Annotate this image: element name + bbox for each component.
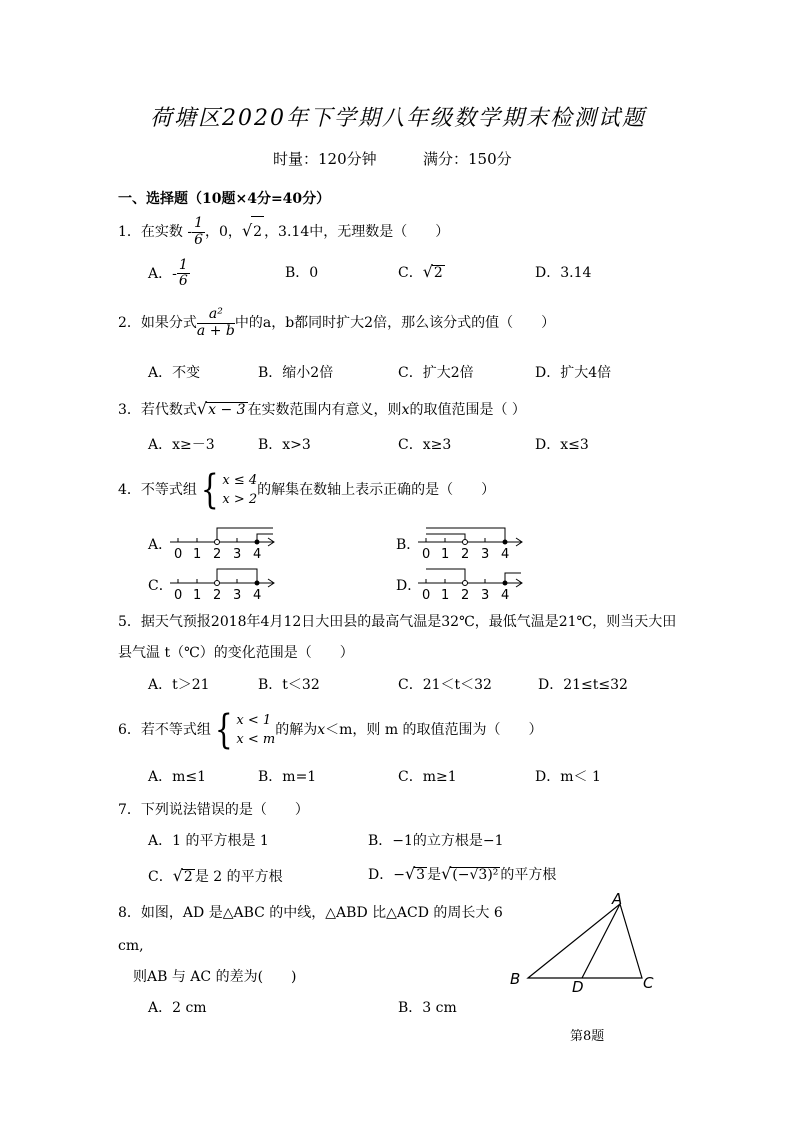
- q1-option-a[interactable]: A．- $\frac{1}{6}$: [148, 257, 188, 290]
- q4-option-c-label[interactable]: C．: [148, 578, 173, 594]
- question-5-line1: 5．据天气预报2018年4月12日大田县的最高气温是32℃，最低气温是21℃，则当天大田: [118, 614, 677, 630]
- tick-label: 3: [233, 588, 242, 603]
- tick-label: 1: [193, 547, 202, 562]
- tick-label: 4: [253, 547, 262, 562]
- q7-option-b[interactable]: B．−1的立方根是−1: [368, 833, 504, 849]
- q5-option-c[interactable]: C．21＜t＜32: [398, 677, 492, 693]
- q1-text: 1．在实数 -: [118, 224, 193, 240]
- tick-label: 4: [253, 588, 262, 603]
- q1-option-b[interactable]: B．0: [285, 265, 319, 281]
- tick-label: 4: [501, 588, 510, 603]
- tick-label: 2: [213, 588, 222, 603]
- vertex-label-c: C: [643, 974, 654, 992]
- q7-option-d[interactable]: D．−√3 是√(−√3)² 的平方根: [368, 864, 557, 883]
- exam-time: 时量：120分钟: [273, 150, 377, 168]
- q2-option-c[interactable]: C．扩大2倍: [398, 365, 474, 381]
- figure-caption: 第8题: [570, 1029, 605, 1044]
- tick-label: 2: [213, 547, 222, 562]
- q3-option-a[interactable]: A．x≥－3: [148, 437, 215, 453]
- question-3-stem: 3．若代数式√x − 3 在实数范围内有意义，则x的取值范围是（ ）: [118, 399, 526, 418]
- page-title: 荷塘区2020年下学期八年级数学期末检测试题: [150, 106, 646, 131]
- q4-option-d-label[interactable]: D．: [396, 578, 422, 594]
- q5-option-b[interactable]: B．t＜32: [258, 677, 320, 693]
- question-7-stem: 7．下列说法错误的是（ ）: [118, 802, 309, 818]
- question-5-line2: 县气温 t（℃）的变化范围是（ ）: [118, 645, 354, 661]
- q1-sqrt: 2: [251, 216, 264, 247]
- q1-text-mid: ，0，: [205, 224, 242, 240]
- q8-triangle-figure: [500, 890, 670, 1000]
- q4-numberline-d[interactable]: [416, 563, 526, 603]
- q4-option-b-label[interactable]: B．: [396, 537, 421, 553]
- q8-option-b[interactable]: B．3 cm: [398, 1000, 457, 1016]
- tick-label: 3: [481, 588, 490, 603]
- q3-option-b[interactable]: B．x>3: [258, 437, 311, 453]
- question-4-stem: 4．不等式组{ x ≤ 4 x > 2 的解集在数轴上表示正确的是（ ）: [118, 467, 496, 513]
- tick-label: 1: [441, 547, 450, 562]
- exam-score: 满分：150分: [423, 150, 512, 168]
- tick-label: 1: [193, 588, 202, 603]
- tick-label: 3: [233, 547, 242, 562]
- q2-fraction: $\frac{\text{a²}}{a + b}$: [196, 306, 235, 339]
- tick-label: 2: [461, 588, 470, 603]
- q2-option-d[interactable]: D．扩大4倍: [535, 365, 612, 381]
- tick-label: 0: [174, 547, 183, 562]
- tick-label: 4: [501, 547, 510, 562]
- q4-numberline-c[interactable]: [168, 563, 278, 603]
- q1-fraction: $\frac{1}{6}$: [194, 215, 204, 248]
- question-8-line1: 8．如图，AD 是△ABC 的中线，△ABD 比△ACD 的周长大 6: [118, 905, 503, 921]
- q3-option-c[interactable]: C．x≥3: [398, 437, 452, 453]
- q6-option-d[interactable]: D．m＜ 1: [535, 769, 601, 785]
- vertex-label-a: A: [612, 890, 623, 908]
- q5-option-a[interactable]: A．t＞21: [148, 677, 210, 693]
- q2-option-a[interactable]: A．不变: [148, 365, 201, 381]
- tick-label: 1: [441, 588, 450, 603]
- q1-text-post: ，3.14中，无理数是（ ）: [264, 224, 450, 240]
- q6-option-b[interactable]: B．m=1: [258, 769, 317, 785]
- q8-option-a[interactable]: A．2 cm: [148, 1000, 207, 1016]
- q7-option-c[interactable]: C．√2 是 2 的平方根: [148, 866, 283, 885]
- q7-option-a[interactable]: A．1 的平方根是 1: [148, 833, 269, 849]
- q4-option-a-label[interactable]: A．: [148, 537, 173, 553]
- question-1-stem: 1．在实数 - $\frac{1}{6}$ ，0，√2 ，3.14中，无理数是（ ）: [118, 215, 450, 248]
- q1-option-d[interactable]: D．3.14: [535, 265, 592, 281]
- vertex-label-b: B: [510, 970, 521, 988]
- tick-label: 3: [481, 547, 490, 562]
- tick-label: 2: [461, 547, 470, 562]
- q1-option-c[interactable]: C．√2: [398, 262, 443, 281]
- tick-label: 0: [422, 547, 431, 562]
- section-title: 一、选择题（10题×4分=40分）: [118, 191, 331, 207]
- question-2-stem: 2．如果分式 $\frac{\text{a²}}{a + b}$ 中的a，b都同时扩大2倍，那么该分式的值（ ）: [118, 306, 556, 339]
- q6-option-c[interactable]: C．m≥1: [398, 769, 457, 785]
- q4-numberline-a[interactable]: [168, 522, 278, 562]
- tick-label: 0: [174, 588, 183, 603]
- q2-option-b[interactable]: B．缩小2倍: [258, 365, 334, 381]
- question-8-line3: 则AB 与 AC 的差为( ): [133, 969, 297, 985]
- q3-option-d[interactable]: D．x≤3: [535, 437, 589, 453]
- vertex-label-d: D: [572, 978, 584, 996]
- q4-numberline-b[interactable]: [416, 522, 526, 562]
- q5-option-d[interactable]: D．21≤t≤32: [538, 677, 628, 693]
- tick-label: 0: [422, 588, 431, 603]
- q3-sqrt: x − 3: [208, 402, 246, 418]
- question-8-line2: cm,: [118, 938, 144, 954]
- q6-option-a[interactable]: A．m≤1: [148, 769, 207, 785]
- question-6-stem: 6．若不等式组{ x < 1 x < m 的解为x＜m，则 m 的取值范围为（ ）: [118, 707, 543, 753]
